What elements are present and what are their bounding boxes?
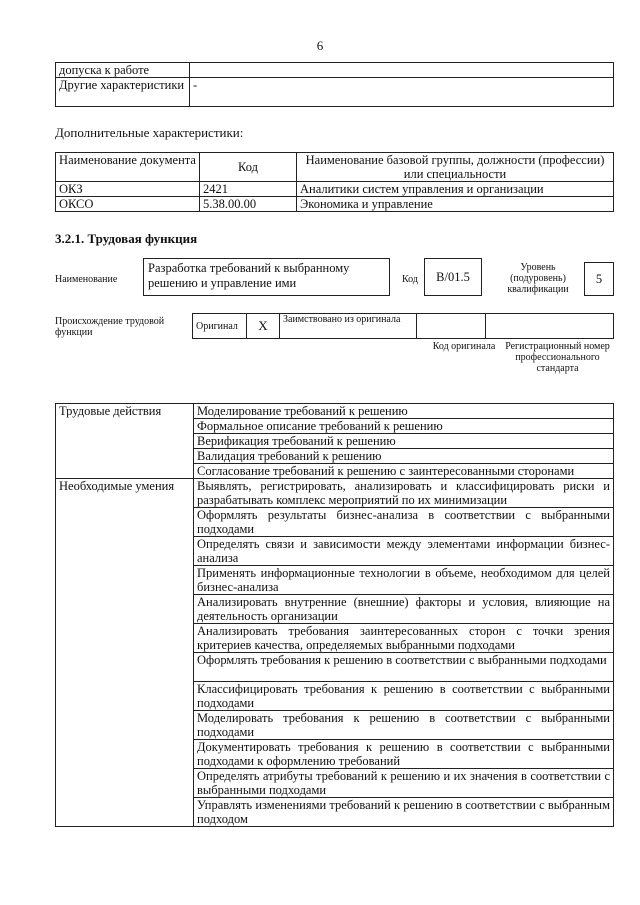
reg-caption: Регистрационный номер профессионального стандарта — [505, 341, 610, 374]
header-document: Наименование документа — [56, 153, 200, 182]
table-row — [56, 197, 614, 212]
skill-item: Анализировать требования заинтересованных сторон с точки зрения критериев качества, определяемых выбранными подходами — [194, 624, 614, 653]
original-code-cell — [417, 314, 486, 339]
header-code: Код — [200, 153, 297, 182]
top-table — [55, 62, 614, 107]
skill-item: Классифицировать требования к решению в соответствии с выбранными подходами — [194, 682, 614, 711]
additional-heading: Дополнительные характеристики: — [55, 125, 244, 140]
code-label: Код — [402, 274, 418, 285]
skill-item: Определять атрибуты требований к решению и их значения в соответствии с выбранными подходами — [194, 769, 614, 798]
row-value — [190, 63, 614, 78]
actions-label: Трудовые действия — [56, 404, 194, 479]
skill-item: Применять информационные технологии в объеме, необходимом для целей бизнес-анализа — [194, 566, 614, 595]
name-label: Наименование — [55, 274, 118, 285]
header-group-name: Наименование базовой группы, должности (профессии) или специальности — [297, 153, 614, 182]
table-row — [56, 404, 614, 419]
section-title: 3.2.1. Трудовая функция — [55, 231, 198, 246]
function-code: B/01.5 — [424, 258, 482, 296]
skills-label: Необходимые умения — [56, 479, 194, 827]
skill-item: Оформлять результаты бизнес-анализа в соответствии с выбранными подходами — [194, 508, 614, 537]
action-item: Валидация требований к решению — [194, 449, 614, 464]
row-value: - — [190, 78, 614, 107]
cell-name: Экономика и управление — [297, 197, 614, 212]
action-item: Согласование требований к решению с заинтересованными сторонами — [194, 464, 614, 479]
origin-table — [192, 313, 614, 339]
original-label: Оригинал — [193, 314, 247, 339]
skill-item: Моделировать требования к решению в соответствии с выбранными подходами — [194, 711, 614, 740]
level-label: Уровень (подуровень) квалификации — [507, 262, 569, 295]
table-header-row — [56, 153, 614, 182]
cell-code: 2421 — [200, 182, 297, 197]
code-caption: Код оригинала — [432, 341, 496, 352]
action-item: Формальное описание требований к решению — [194, 419, 614, 434]
function-name: Разработка требований к выбранному решению и управление ими — [143, 258, 390, 296]
action-item: Верификация требований к решению — [194, 434, 614, 449]
skill-item: Определять связи и зависимости между элементами информации бизнес-анализа — [194, 537, 614, 566]
origin-label: Происхождение трудовой функции — [55, 316, 165, 338]
skill-item: Документировать требования к решению в соответствии с выбранными подходами к оформлению требований — [194, 740, 614, 769]
row-label: допуска к работе — [56, 63, 190, 78]
table-row — [56, 63, 614, 78]
reg-number-cell — [486, 314, 614, 339]
action-item: Моделирование требований к решению — [194, 404, 614, 419]
cell-code: 5.38.00.00 — [200, 197, 297, 212]
cell-name: Аналитики систем управления и организации — [297, 182, 614, 197]
cell-doc: ОКЗ — [56, 182, 200, 197]
table-row — [56, 479, 614, 508]
row-label: Другие характеристики — [56, 78, 190, 107]
qualification-level: 5 — [584, 262, 614, 296]
page-number: 6 — [316, 38, 324, 53]
main-table — [55, 403, 614, 827]
skill-item: Анализировать внутренние (внешние) факторы и условия, влияющие на деятельность организации — [194, 595, 614, 624]
borrowed-label: Заимствовано из оригинала — [280, 314, 417, 339]
skill-item: Оформлять требования к решению в соответствии с выбранными подходами — [194, 653, 614, 682]
table-row — [56, 182, 614, 197]
skill-item: Выявлять, регистрировать, анализировать и классифицировать риски и разрабатывать комплекс мероприятий по их минимизации — [194, 479, 614, 508]
skill-item: Управлять изменениями требований к решению в соответствии с выбранным подходом — [194, 798, 614, 827]
table-row — [193, 314, 614, 339]
additional-table — [55, 152, 614, 212]
table-row — [56, 78, 614, 107]
original-mark: X — [247, 314, 280, 339]
cell-doc: ОКСО — [56, 197, 200, 212]
